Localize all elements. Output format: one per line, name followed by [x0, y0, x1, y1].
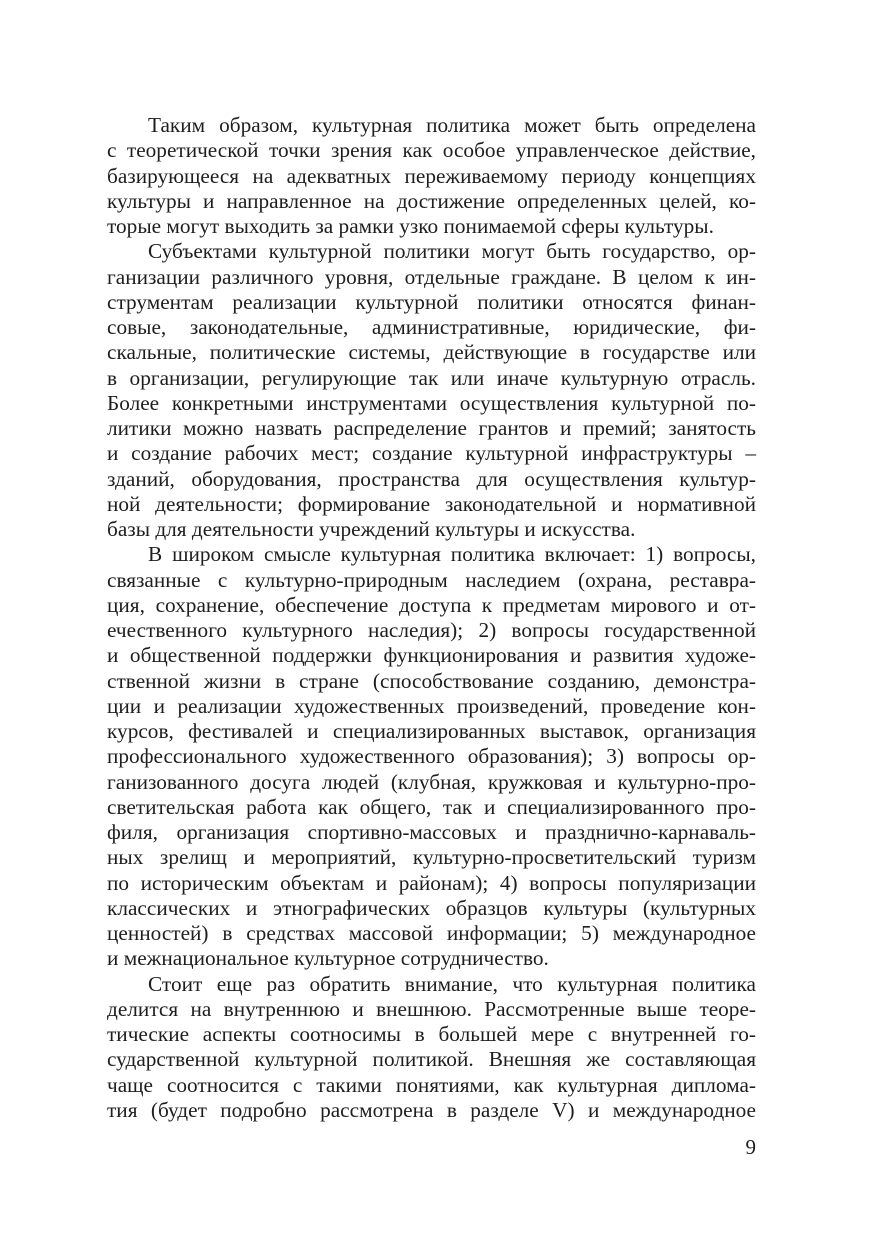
text-line: Субъектами культурной политики могут быть государство, ор-	[148, 239, 756, 264]
text-line: в организации, регулирующие так или иначе культурную отрасль.	[107, 365, 756, 390]
text-line: курсов, фестивалей и специализированных выставок, организация	[107, 719, 756, 743]
text-line: профессионального художественного образования); 3) вопросы ор-	[107, 744, 756, 769]
paragraph	[107, 542, 756, 971]
paragraph	[107, 972, 756, 1124]
text-line: делится на внутреннюю и внешнюю. Рассмотренные выше теоре-	[107, 996, 756, 1021]
text-line: светительская работа как общего, так и специализированного про-	[107, 794, 756, 819]
text-line: культуры и направленное на достижение определенных целей, ко-	[107, 188, 756, 213]
text-line: и межнациональное культурное сотрудничество.	[107, 946, 549, 971]
text-line: литики можно назвать распределение грантов и премий; занятость	[107, 416, 756, 440]
text-line: с теоретической точки зрения как особое управленческое действие,	[107, 138, 756, 163]
text-line: и общественной поддержки функционирования и развития художе-	[107, 643, 756, 668]
text-line: базы для деятельности учреждений культуры и искусства.	[107, 517, 636, 541]
text-line: сударственной культурной политикой. Внешняя же составляющая	[107, 1047, 756, 1072]
text-line: тия (будет подробно рассмотрена в разделе V) и международное	[107, 1097, 756, 1122]
text-line: Стоит еще раз обратить внимание, что культурная политика	[148, 971, 756, 996]
text-line: ганизованного досуга людей (клубная, кружковая и культурно-про-	[107, 769, 756, 794]
text-line: чаще соотносится с такими понятиями, как культурная диплома-	[107, 1072, 756, 1097]
text-line: тические аспекты соотносимы в большей мере с внутренней го-	[107, 1022, 756, 1046]
text-line: и создание рабочих мест; создание культурной инфраструктуры –	[107, 441, 756, 466]
page-number: 9	[745, 1135, 756, 1159]
text-line: базирующееся на адекватных переживаемому периоду концепциях	[107, 163, 756, 188]
text-line: ценностей) в средствах массовой информации; 5) международное	[107, 921, 756, 945]
text-line: связанные с культурно-природным наследием (охрана, реставра-	[107, 567, 756, 592]
text-line: ганизации различного уровня, отдельные граждане. В целом к ин-	[107, 264, 756, 289]
text-line: классических и этнографических образцов культуры (культурных	[107, 895, 756, 920]
text-line: филя, организация спортивно-массовых и празднично-карнаваль-	[107, 820, 756, 844]
text-line: ечественного культурного наследия); 2) вопросы государственной	[107, 618, 756, 642]
text-line: скальные, политические системы, действующие в государстве или	[107, 340, 756, 365]
text-line: Таким образом, культурная политика может быть определена	[148, 113, 756, 137]
text-line: Более конкретными инструментами осуществления культурной по-	[107, 390, 756, 415]
text-line: ственной жизни в стране (способствование созданию, демонстра-	[107, 668, 756, 693]
text-line: В широком смысле культурная политика включает: 1) вопросы,	[148, 542, 756, 567]
text-line: зданий, оборудования, пространства для осуществления культур-	[107, 466, 756, 491]
text-line: совые, законодательные, административные, юридические, фи-	[107, 315, 756, 339]
text-line: ция, сохранение, обеспечение доступа к предметам мирового и от-	[107, 592, 756, 617]
text-line: торые могут выходить за рамки узко понимаемой сферы культуры.	[107, 214, 714, 238]
paragraph	[107, 113, 756, 239]
body-text	[107, 113, 756, 1123]
text-line: ных зрелищ и мероприятий, культурно-просветительский туризм	[107, 845, 756, 870]
paragraph	[107, 239, 756, 542]
text-line: ции и реализации художественных произведений, проведение кон-	[107, 693, 756, 718]
text-line: струментам реализации культурной политики относятся финан-	[107, 289, 756, 314]
text-line: ной деятельности; формирование законодательной и нормативной	[107, 491, 756, 516]
text-line: по историческим объектам и районам); 4) вопросы популяризации	[107, 870, 756, 895]
